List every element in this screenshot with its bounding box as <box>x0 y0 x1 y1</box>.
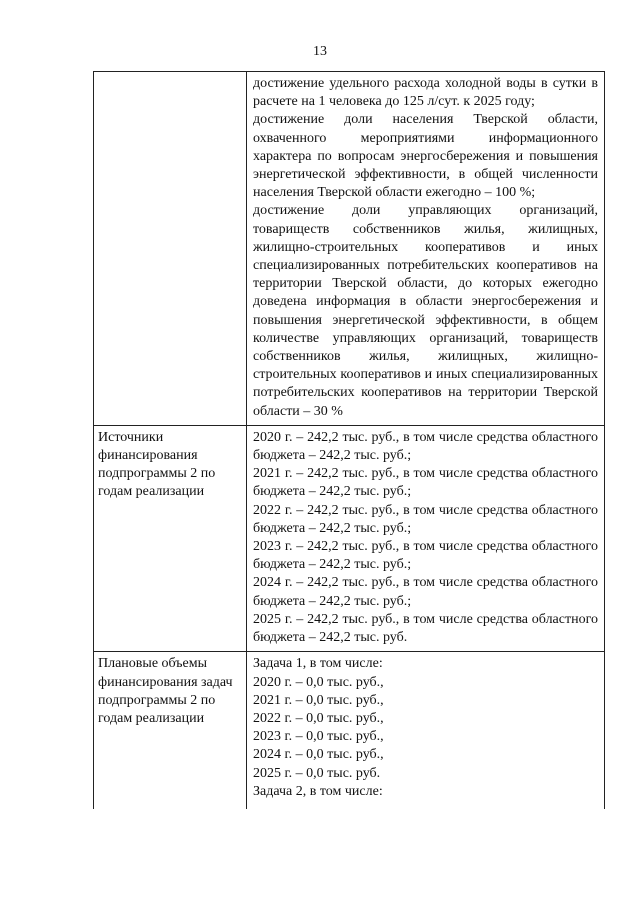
indicator-cold-water: достижение удельного расхода холодной воды в сутки в расчете на 1 человека до 125 л/сут. к 2025 году; <box>253 76 598 110</box>
indicator-population-share: достижение доли населения Тверской области, охваченного мероприятиями информационного характера по вопросам энергосбережения и повышения энергетической эффективности, в общей численности населения Тверской области ежегодно – 100 %; <box>253 112 598 201</box>
table-row-planned-volumes <box>94 652 605 810</box>
funding-sources-label: Источники финансирования подпрограммы 2 по годам реализации <box>94 425 247 651</box>
funding-2024: 2024 г. – 242,2 тыс. руб., в том числе средства областного бюджета – 242,2 тыс. руб.; <box>253 575 598 609</box>
task-1-2025: 2025 г. – 0,0 тыс. руб. <box>253 765 381 781</box>
page-number: 13 <box>313 44 327 59</box>
task-1-2023: 2023 г. – 0,0 тыс. руб., <box>253 729 384 745</box>
planned-volumes-label: Плановые объемы финансирования задач подпрограммы 2 по годам реализации <box>94 652 247 810</box>
funding-2022: 2022 г. – 242,2 тыс. руб., в том числе средства областного бюджета – 242,2 тыс. руб.; <box>253 502 598 536</box>
funding-2025: 2025 г. – 242,2 тыс. руб., в том числе средства областного бюджета – 242,2 тыс. руб. <box>253 611 598 646</box>
funding-sources-cell <box>247 425 605 651</box>
task-1-heading: Задача 1, в том числе: <box>253 656 383 672</box>
task-1-2020: 2020 г. – 0,0 тыс. руб., <box>253 674 384 690</box>
task-1-2024: 2024 г. – 0,0 тыс. руб., <box>253 747 384 763</box>
table-row-indicators <box>94 72 605 426</box>
task-1-2021: 2021 г. – 0,0 тыс. руб., <box>253 692 384 708</box>
passport-table <box>93 71 605 809</box>
funding-2023: 2023 г. – 242,2 тыс. руб., в том числе средства областного бюджета – 242,2 тыс. руб.; <box>253 539 598 573</box>
funding-2020: 2020 г. – 242,2 тыс. руб., в том числе средства областного бюджета – 242,2 тыс. руб.; <box>253 429 598 464</box>
indicators-cell <box>247 72 605 426</box>
task-1-2022: 2022 г. – 0,0 тыс. руб., <box>253 710 384 726</box>
row-label-empty <box>94 72 247 426</box>
task-2-heading: Задача 2, в том числе: <box>253 783 383 799</box>
table-row-funding-sources <box>94 425 605 651</box>
planned-volumes-cell <box>247 652 605 810</box>
indicator-organizations-share: достижение доли управляющих организаций, товариществ собственников жилья, жилищных, жилищно-строительных кооперативов и иных специализированных потребительских кооперативов на территории Тверской области, до которых ежегодно доведена информация в области энергосбережения и повышения энергетической эффективности, в общем количестве управляющих организаций, товариществ собственников жилья, жилищных, жилищно-строительных кооперативов и иных специализированных потребительских кооперативов на территории Тверской области – 30 % <box>253 203 598 419</box>
funding-2021: 2021 г. – 242,2 тыс. руб., в том числе средства областного бюджета – 242,2 тыс. руб.; <box>253 466 598 500</box>
